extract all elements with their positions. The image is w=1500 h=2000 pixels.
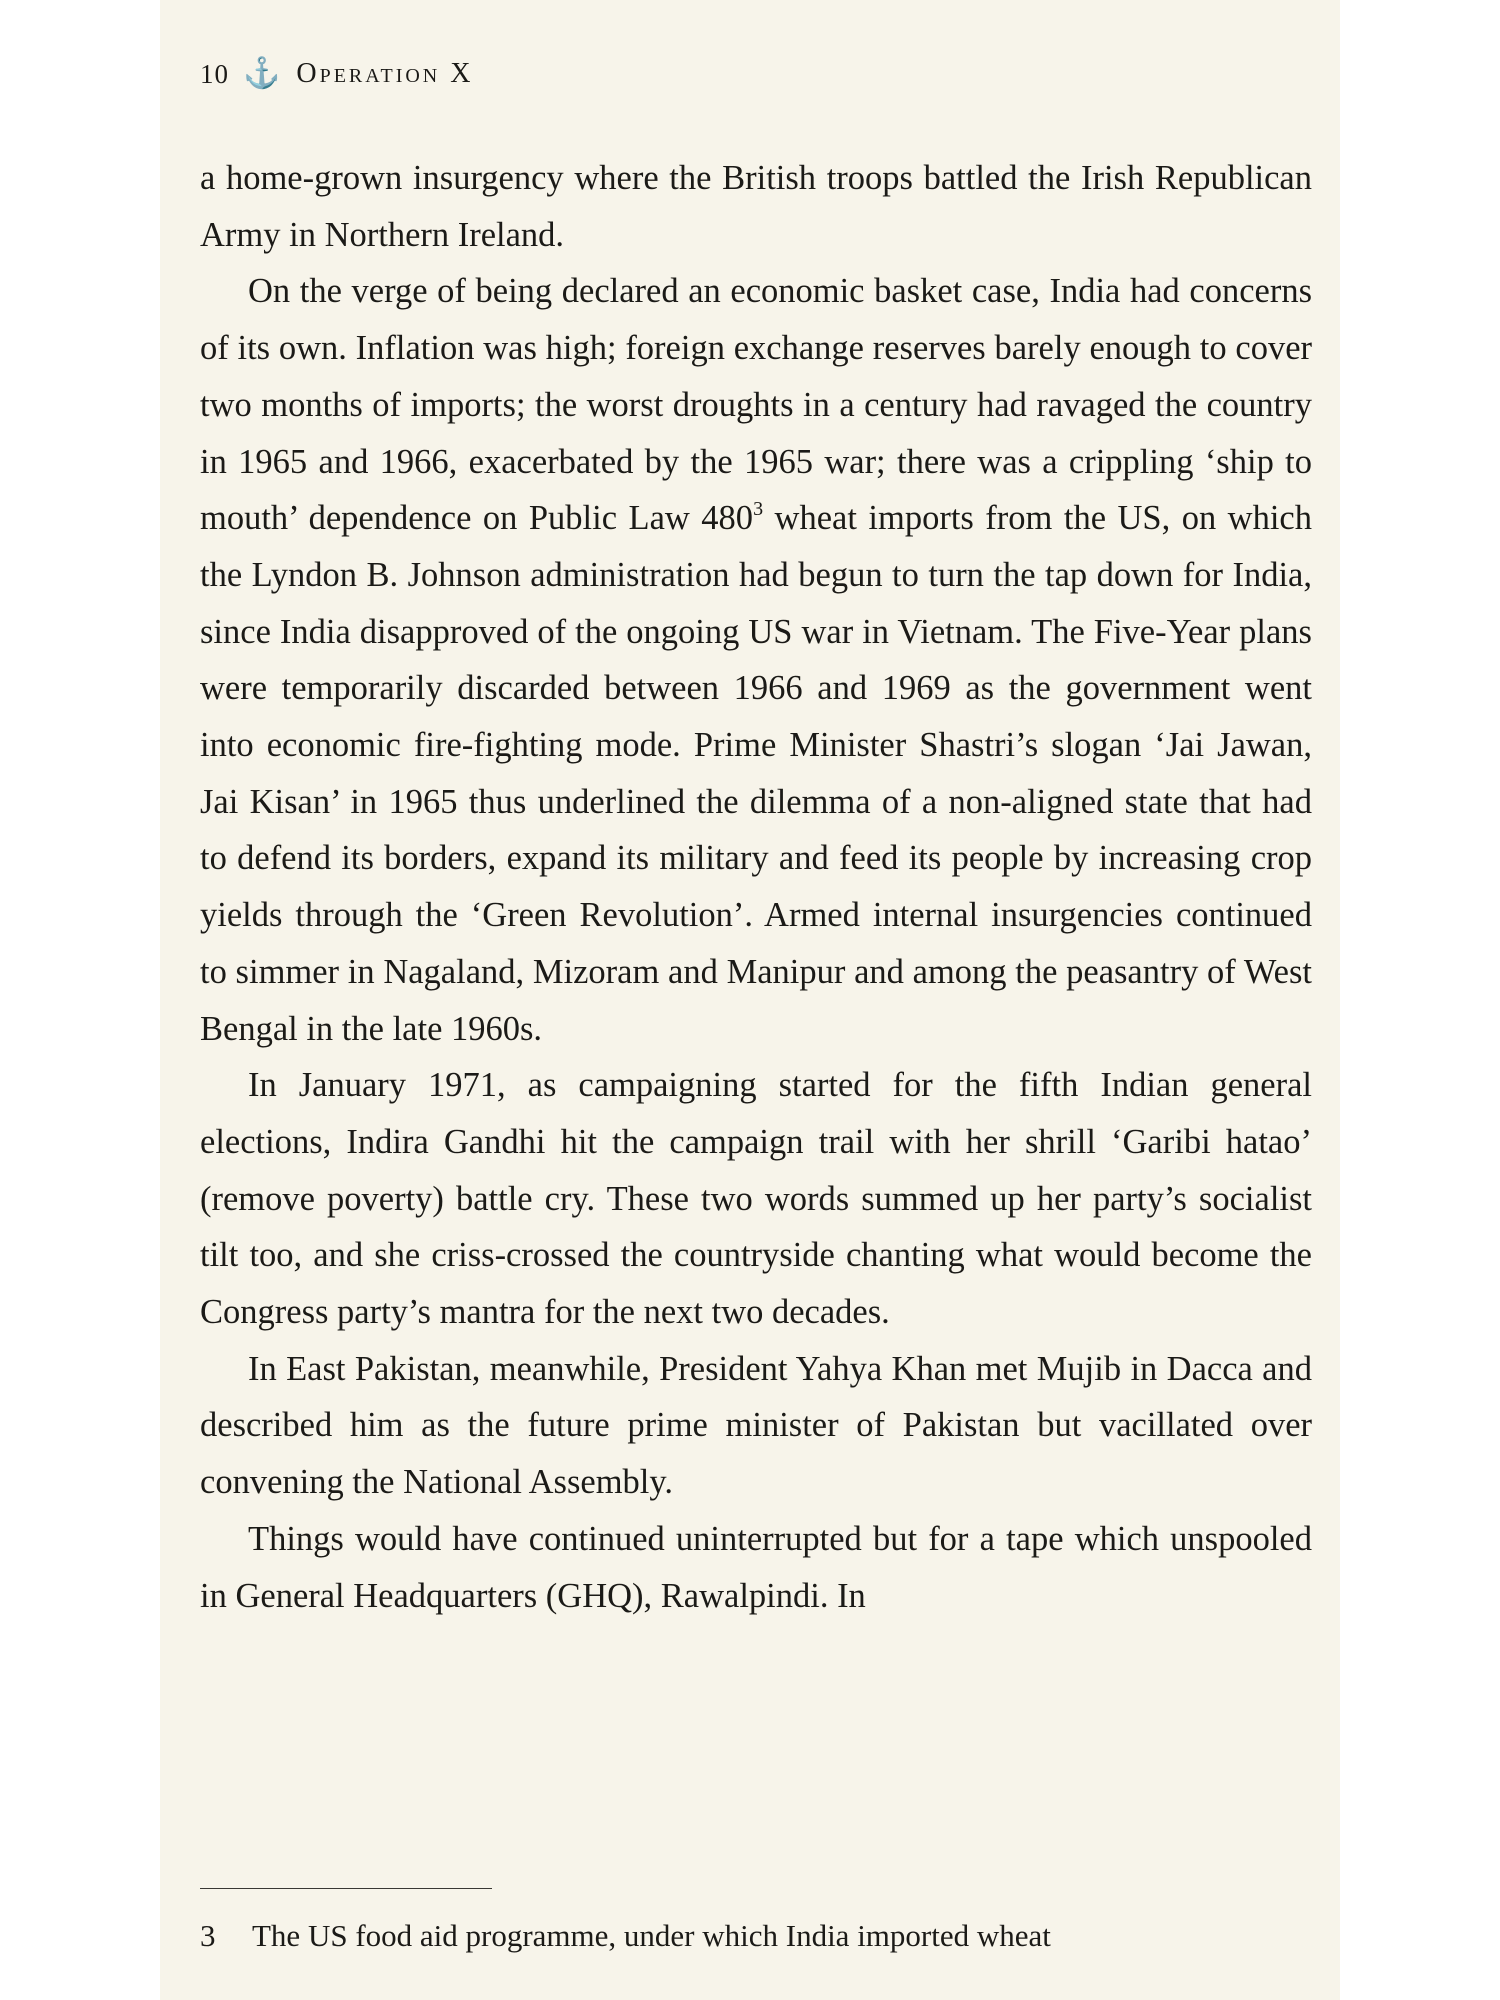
- page-number: 10: [200, 58, 229, 89]
- book-page: [160, 0, 1340, 2000]
- paragraph-4: In East Pakistan, meanwhile, President Yahya Khan met Mujib in Dacca and described him as the future prime minister of Pakistan but vacillated over convening the National Assembly.: [200, 1349, 1312, 1502]
- footnote-number: 3: [200, 1918, 216, 1953]
- anchor-icon: ⚓: [243, 57, 283, 90]
- footnote-reference[interactable]: 3: [753, 498, 764, 521]
- paragraph-2: [200, 263, 1312, 1057]
- running-head: [200, 58, 473, 90]
- footnote-divider: [200, 1888, 492, 1889]
- body-text: [200, 150, 1312, 1624]
- paragraph-2-part-1: On the verge of being declared an economic basket case, India had concerns of its own. Inflation was high; foreign exchange reserves barely enough to cover two months of imports; the worst droughts in a century had ravaged the country in 1965 and 1966, exacerbated by the 1965 war; there was a crippling ‘ship to mouth’ dependence on Public Law 480: [200, 272, 1312, 538]
- footnote-text: The US food aid programme, under which India imported wheat: [252, 1918, 1051, 1953]
- paragraph-2-part-2: wheat imports from the US, on which the Lyndon B. Johnson administration had begun to turn the tap down for India, since India disapproved of the ongoing US war in Vietnam. The Five-Year plans were temporarily discarded between 1966 and 1969 as the government went into economic fire-fighting mode. Prime Minister Shastri’s slogan ‘Jai Jawan, Jai Kisan’ in 1965 thus underlined the dilemma of a non-aligned state that had to defend its borders, expand its military and feed its people by increasing crop yields through the ‘Green Revolution’. Armed internal insurgencies continued to simmer in Nagaland, Mizoram and Manipur and among the peasantry of West Bengal in the late 1960s.: [200, 499, 1312, 1048]
- paragraph-3: In January 1971, as campaigning started for the fifth Indian general elections, Indira Gandhi hit the campaign trail with her shrill ‘Garibi hatao’ (remove poverty) battle cry. These two words summed up her party’s socialist tilt too, and she criss-crossed the countryside chanting what would become the Congress party’s mantra for the next two decades.: [200, 1066, 1312, 1332]
- paragraph-1: a home-grown insurgency where the British troops battled the Irish Republican Army in Northern Ireland.: [200, 159, 1312, 254]
- book-title: Operation X: [296, 58, 474, 89]
- footnote: [200, 1916, 1312, 1956]
- paragraph-5: Things would have continued uninterrupted but for a tape which unspooled in General Headquarters (GHQ), Rawalpindi. In: [200, 1519, 1312, 1615]
